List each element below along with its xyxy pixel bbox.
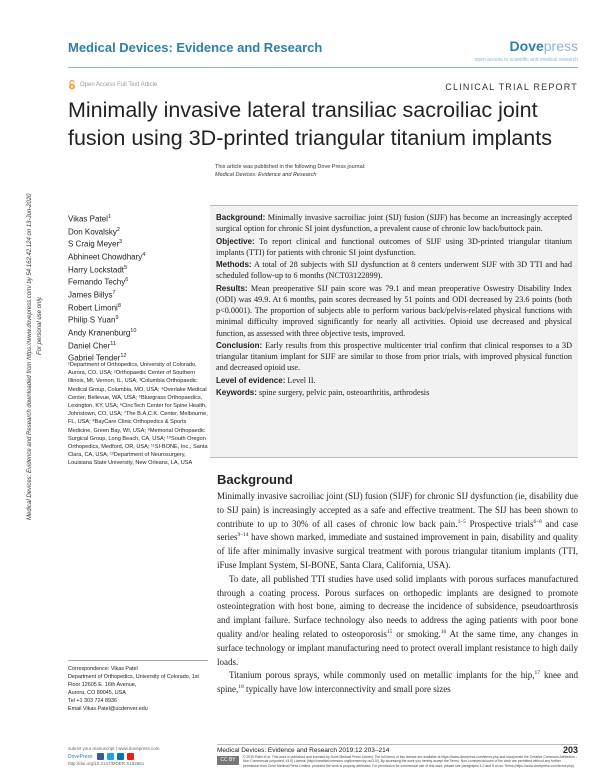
article-title: Minimally invasive lateral transiliac sacroiliac joint fusion using 3D-printed triangular titanium implants: [68, 98, 552, 150]
author-name: Andy Kranenburg$^{10}$: [68, 327, 137, 338]
publication-note-journal: Medical Devices: Evidence and Research: [215, 172, 317, 178]
footer-press-row: [68, 753, 208, 760]
background-paragraph-2: To date, all published TTI studies have used solid implants with porous surfaces manufactured through a coating process. Porous surfaces on orthopedic implants are designed to promote osteointegration with host bone, aiming to decrease the incidence of subsidence, pseudoarthrosis and implant failure. Surface technology also needs to address the aging patients with poor bone quality and/or healing related to osteoporosis$^{15}$ or smoking.$^{16}$ At the same time, any changes in surface technology or implant manufacturing need to protect overall implant resistance to high daily loads.: [217, 573, 578, 667]
citation-ref[interactable]: 17: [534, 670, 541, 677]
doi-link[interactable]: http://doi.org/10.2147/MDER.S192861: [68, 761, 145, 766]
correspondence-address-1: Department of Orthopedics, University of Colorado, 1st Floor 12605 E. 16th Avenue,: [68, 674, 199, 688]
youtube-icon[interactable]: [127, 753, 134, 760]
twitter-icon[interactable]: [107, 753, 114, 760]
author-name: James Billys$^7$: [68, 289, 116, 300]
submit-manuscript-link[interactable]: submit your manuscript | www.dovepress.com: [68, 746, 160, 751]
social-icons: [97, 753, 134, 760]
publisher-logo-suffix: press: [543, 38, 578, 54]
page-number: 203: [562, 745, 578, 755]
abstract-results: Results: Mean preoperative SIJ pain score was 79.1 and mean preoperative Oswestry Disability Index (ODI) was 49.9. At 6 months, pain scores decreased by 51 points and ODI decreased by 23.6 points (both p<0.0001). The proportion of subjects able to perform various back/pelvis-related physical functions with minimal difficulty improved significantly for nearly all activities. Opioid use decreased and physical function, as assessed with three objective tests, improved.: [216, 283, 572, 338]
author-name: Philip S Yuan$^9$: [68, 315, 119, 325]
abstract-level: Level of evidence: Level II.: [216, 375, 316, 385]
correspondence-email[interactable]: Email Vikas.Patel@ucdenver.edu: [68, 706, 148, 712]
author-list: [68, 212, 208, 364]
publication-note-line1: This article was published in the following Dove Press journal:: [215, 164, 366, 170]
abstract-objective: Objective: To report clinical and functional outcomes of SIJF using 3D-printed triangular titanium implants (TTI) for patients with chronic SI joint dysfunction.: [216, 236, 572, 257]
correspondence-address-2: Aurora, CO 80045, USA: [68, 690, 126, 696]
abstract-background: Background: Minimally invasive sacroiliac joint (SIJ) fusion (SIJF) has become an increasingly accepted surgical option for chronic SI joint dysfunction, a prevalent cause of chronic low back/buttock pain.: [216, 213, 573, 234]
background-paragraph-1: Minimally invasive sacroiliac joint (SIJ) fusion (SIJF) for chronic SIJ dysfunction (ie, disability due to SIJ pain) is increasingly accepted as a safe and effective treatment. The SIJ has been shown to contribute to up to 30% of all cases of chronic low back pain.$^{1-5}$ Prospective trials$^{6-8}$ and case series$^{9-14}$ have shown marked, immediate and sustained improvement in pain, disability and quality of life after minimally invasive surgical treatment with porous triangular titanium implants (TTI, iFuse Implant System, SI-BONE, Santa Clara, California, USA).: [217, 491, 578, 570]
citation-ref[interactable]: 6–8: [533, 518, 542, 525]
side-note-line1: Medical Devices: Evidence and Research downloaded from https://www.dovepress.com/ by 54.162.42.124 on 13-Jun-2020: [27, 193, 33, 520]
author-name: Harry Lockstadt$^5$: [68, 264, 128, 275]
journal-name: Medical Devices: Evidence and Research: [68, 40, 323, 55]
publisher-logo-main: Dove: [509, 38, 544, 54]
download-side-note-svg: [20, 125, 48, 520]
linkedin-icon[interactable]: [117, 753, 124, 760]
download-side-note: [20, 125, 48, 520]
license-badge[interactable]: CC BY NC: [217, 756, 239, 765]
author-name: Don Kovalsky$^2$: [68, 226, 120, 237]
author-name: Gabriel Tender$^{12}$: [68, 353, 127, 363]
footer-left: [68, 746, 208, 767]
abstract-box: [210, 205, 578, 458]
open-access-label: [68, 80, 157, 90]
author-name: Robert Limoni$^8$: [68, 302, 121, 313]
abstract-keywords: Keywords: spine surgery, pelvic pain, osteoarthritis, arthrodesis: [216, 388, 430, 398]
author-name: Vikas Patel$^1$: [68, 214, 111, 224]
publisher-tagline: open access to scientific and medical research: [474, 57, 578, 63]
author-name: Fernando Techy$^6$: [68, 277, 129, 287]
citation-ref[interactable]: 15: [386, 628, 393, 635]
correspondence-tel: Tel +1 303 724 8936: [68, 698, 118, 704]
correspondence-label: Correspondence: Vikas Patel: [68, 666, 138, 672]
article-type: CLINICAL TRIAL REPORT: [445, 82, 578, 92]
facebook-icon[interactable]: [97, 753, 104, 760]
author-name: S Craig Meyer$^3$: [68, 239, 123, 249]
background-paragraph-3: Titanium porous sprays, while commonly used on metallic implants for the hip,$^{17}$ knee and spine,$^{18}$ typically have low interconnectivity and small pore sizes: [217, 670, 579, 695]
open-access-text: Open Access Full Text Article: [80, 82, 158, 88]
author-name: Daniel Cher$^{11}$: [68, 340, 116, 351]
license-text: © 2019 Patel et al. This work is published and licensed by Dove Medical Press Limited. The full terms of this license are available at https://www.dovepress.com/terms.php and incorporate the Creative Commons Attribution – Non Commercial (unported, v3.0) License (http://creativecommons.org/licenses/by-nc/3.0/). By accessing the work you hereby accept the Terms. Non-commercial uses of the work are permitted without any further permission from Dove Medical Press Limited, provided the work is properly attributed. For permission for commercial use of this work, please see paragraphs 4.2 and 5 of our Terms (https://www.dovepress.com/terms.php).: [243, 755, 578, 768]
author-name: Abhineet Chowdhary$^4$: [68, 251, 146, 262]
correspondence-block: [68, 660, 208, 713]
citation-ref[interactable]: 9–14: [237, 532, 249, 539]
footer-press-name[interactable]: DovePress: [68, 753, 93, 760]
footer-divider: [217, 744, 578, 745]
affiliations: ¹Department of Orthopedics, University of Colorado, Aurora, CO, USA; ²Orthopaedic Center of Southern Illinois, Mt. Vernon, IL, USA; ³Columbia Orthopaedic Medical Group, Columbia, MO, USA; ⁴Overlake Medical Center, Bellevue, WA, USA; ⁵Bluegrass Orthopaedics, Lexington, KY, USA; ⁶CincTech Center for Spine Health, Johnstown, CO, USA; ⁷The B.A.C.K. Center, Melbourne, FL, USA; ⁸BayCare Clinic Orthopedics & Sports Medicine, Green Bay, WI, USA; ⁹Memorial Orthopaedic Surgical Group, Long Beach, CA, USA; ¹⁰South Oregon Orthopedics, Medford, OR, USA; ¹¹SI-BONE, Inc., Santa Clara, CA, USA; ¹²Department of Neurosurgery, Louisiana State University, New Orleans, LA, USA: [68, 362, 208, 467]
abstract-methods: Methods: A total of 28 subjects with SIJ dysfunction at 8 centers underwent SIJF with 3D TTI and had scheduled follow-up to 6 months (NCT03122899).: [216, 260, 572, 281]
abstract-conclusion: Conclusion: Early results from this prospective multicenter trial confirm that clinical responses to a 3D triangular titanium implant for SIJF are similar to those from prior trials, with improved physical function and decreased opioid use.: [216, 340, 572, 373]
publisher-logo[interactable]: [510, 38, 578, 54]
citation-ref[interactable]: 16: [440, 628, 447, 635]
side-note-line2: For personal use only.: [37, 296, 43, 355]
background-heading: Background: [217, 472, 293, 487]
citation-ref[interactable]: 1–5: [457, 518, 466, 525]
footer-citation: Medical Devices: Evidence and Research 2019:12 203–214: [217, 747, 390, 754]
background-body: [217, 490, 578, 697]
open-access-lock-icon: [68, 80, 76, 90]
header-divider: [68, 67, 578, 68]
citation-ref[interactable]: 18: [238, 684, 244, 691]
publication-note: [215, 163, 555, 179]
